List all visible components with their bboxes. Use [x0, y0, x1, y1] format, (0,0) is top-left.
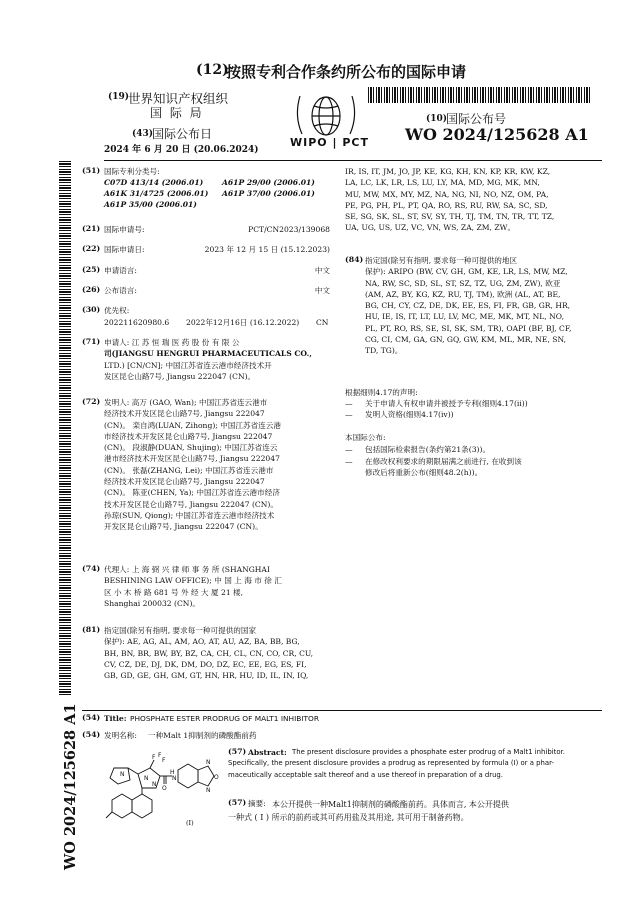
f71-num: (71) — [82, 337, 101, 346]
priority-app: 202211620980.6 — [104, 318, 170, 327]
designated-states-cont — [345, 166, 603, 234]
chem-label: N — [206, 787, 211, 794]
inventor-line: (CN)。 栾自鸿(LUAN, Zihong); 中国江苏省连云港 — [104, 420, 281, 430]
agent-line: 代理人: 上 海 弼 兴 律 师 事 务 所 (SHANGHAI — [104, 565, 270, 574]
declaration-dash: — — [345, 410, 353, 419]
regional-line: 指定国(除另有指明, 要求每一种可提供的地区 — [365, 256, 518, 265]
inventor-line: 港市经济技术开发区昆仑山路7号, Jiangsu 222047 — [104, 454, 280, 464]
f26-num: (26) — [82, 285, 101, 294]
f21-label: 国际申请号: — [104, 225, 145, 234]
title-label: Title: — [104, 714, 127, 723]
priority-date: 2022年12月16日 (16.12.2022) — [186, 318, 300, 327]
designated-line: PE, PG, PH, PL, PT, QA, RO, RS, RU, RW, SA, SC, SD, — [345, 200, 548, 210]
f25-value: 中文 — [314, 266, 330, 275]
code-10: (10) — [426, 114, 448, 124]
formula-label: (I) — [186, 819, 194, 827]
f72-num: (72) — [82, 397, 101, 406]
chem-label: N — [152, 781, 157, 788]
side-barcode — [59, 160, 71, 695]
doc-type-title: 按照专利合作条约所公布的国际申请 — [226, 63, 467, 81]
chem-label: N — [206, 759, 211, 766]
chem-label: F — [158, 752, 162, 759]
f26-label: 公布语言: — [104, 286, 137, 295]
doc-type-code: (12) — [196, 62, 229, 78]
code-43: (43) — [132, 129, 154, 139]
regional-line: NA, RW, SC, SD, SL, ST, SZ, TZ, UG, ZM, ZW), 欧亚 — [365, 278, 561, 288]
chem-label: N — [144, 775, 149, 782]
chemical-structure — [100, 752, 220, 832]
publication-dash: — — [345, 457, 353, 466]
priority-country: CN — [316, 318, 329, 327]
abstract-cn-label: 摘要: — [248, 799, 266, 808]
ipc-class-1a: C07D 413/14 (2006.01) — [104, 178, 204, 187]
f30-num: (30) — [82, 305, 101, 314]
inventor-line: 孙琼(SUN, Qiong); 中国江苏省连云港市经济技术 — [104, 510, 275, 520]
chem-label: F — [152, 754, 156, 761]
agent-line: Shanghai 200032 (CN)。 — [104, 598, 201, 608]
designated-line: BH, BN, BR, BW, BY, BZ, CA, CH, CL, CN, CO, CR, CU, — [104, 648, 314, 658]
inventor-line: 开发区昆仑山路7号, Jiangsu 222047 (CN)。 — [104, 522, 263, 532]
regional-line: BG, CH, CY, CZ, DE, DK, EE, ES, FI, FR, GB, GR, HR, — [365, 301, 571, 311]
f74-num: (74) — [82, 564, 101, 573]
inventor-line: 发明人: 高万 (GAO, Wan); 中国江苏省连云港市 — [104, 398, 268, 407]
designated-line: 指定国(除另有指明, 要求每一种可提供的国家 — [104, 626, 257, 635]
designated-line: 保护): AE, AG, AL, AM, AO, AT, AU, AZ, BA, BB, BG, — [104, 637, 300, 647]
inventor-line: 经济技术开发区昆仑山路7号, Jiangsu 222047 — [104, 409, 265, 419]
designated-line: CV, CZ, DE, DJ, DK, DM, DO, DZ, EC, EE, EG, ES, FI, — [104, 659, 307, 669]
f21-value: PCT/CN2023/139068 — [248, 225, 330, 234]
top-barcode — [368, 87, 592, 103]
designated-line: UA, UG, US, UZ, VC, VN, WS, ZA, ZM, ZW。 — [345, 223, 516, 233]
applicant-line: LTD.) [CN/CN]; 中国江苏省连云港市经济技术开 — [104, 360, 272, 370]
code-19: (19) — [108, 92, 130, 102]
header-rule — [104, 160, 602, 161]
designated-line: LA, LC, LK, LR, LS, LU, LY, MA, MD, MG, MK, MN, — [345, 178, 540, 188]
f25-label: 申请语言: — [104, 266, 137, 275]
chem-label: H — [170, 769, 175, 776]
ipc-class-2b: A61P 37/00 (2006.01) — [222, 189, 315, 198]
pub-no: WO 2024/125628 A1 — [405, 125, 589, 144]
wipo-logo-text: WIPO | PCT — [290, 136, 369, 149]
inventor-line: 技术开发区昆仑山路7号, Jiangsu 222047 (CN)。 — [104, 499, 278, 509]
f26-value: 中文 — [314, 286, 330, 295]
f57cn-num: (57) — [228, 798, 247, 807]
regional-line: PL, PT, RO, RS, SE, SI, SK, SM, TR), OAPI (BF, BJ, CF, — [365, 323, 572, 333]
org-bureau: 国 际 局 — [150, 106, 204, 120]
designated-states-block — [104, 625, 332, 681]
declaration-dash: — — [345, 399, 353, 408]
regional-line: TD, TG)。 — [365, 346, 403, 356]
org-name: 世界知识产权组织 — [128, 91, 229, 106]
abstract-cn: 本公开提供一种Malt1抑制剂的磷酸酯前药。具体而言, 本公开提供 一种式 ( I ) 所示的前药或其可药用盐及其用途, 其可用于制备药物。 — [228, 800, 509, 822]
regional-line: (AM, AZ, BY, KG, KZ, RU, TJ, TM), 欧洲 (AL, AT, BE, — [365, 289, 561, 299]
declarations-title: 根据细则4.17的声明: — [345, 388, 418, 397]
f30-label: 优先权: — [104, 306, 130, 315]
inventor-line: (CN)。 段淑静(DUAN, Shujing); 中国江苏省连云 — [104, 443, 278, 453]
chem-label: F — [162, 757, 166, 764]
publication-item: 在修改权利要求的期限届满之前进行, 在收到该 修改后将重新公布(细则48.2(h))。 — [365, 457, 522, 478]
f54en-num: (54) — [82, 713, 101, 722]
bottom-rule — [82, 710, 602, 711]
f54cn-num: (54) — [82, 730, 101, 739]
applicant-line: 司(JIANGSU HENGRUI PHARMACEUTICALS CO., — [104, 349, 312, 359]
wipo-logo — [278, 90, 378, 154]
regional-line: 保护): ARIPO (BW, CV, GH, GM, KE, LR, LS, MW, MZ, — [365, 267, 568, 277]
f51-num: (51) — [82, 166, 101, 175]
regional-line: HU, IE, IS, IT, LT, LU, LV, MC, ME, MK, MT, NL, NO, — [365, 312, 565, 322]
agent-block — [104, 564, 332, 609]
designated-line: IR, IS, IT, JM, JO, JP, KE, KG, KH, KN, KP, KR, KW, KZ, — [345, 167, 551, 176]
pub-date-label: 国际公布日 — [152, 127, 213, 141]
applicant-block — [104, 337, 332, 382]
publication-item: 包括国际检索报告(条约第21条(3))。 — [365, 445, 491, 454]
inventor-line: (CN)。 陈亚(CHEN, Ya); 中国江苏省连云港市经济 — [104, 488, 280, 498]
f21-num: (21) — [82, 224, 101, 233]
chem-label: O — [162, 785, 167, 792]
f22-value: 2023 年 12 月 15 日 (15.12.2023) — [204, 245, 330, 254]
abstract-label: Abstract: — [248, 748, 287, 757]
chem-label: N — [172, 775, 177, 782]
inventor-line: 市经济技术开发区昆仑山路7号, Jiangsu 222047 — [104, 431, 273, 441]
publication-dash: — — [345, 445, 353, 454]
side-pub-no: WO 2024/125628 A1 — [62, 703, 79, 870]
inventors-block — [104, 397, 332, 533]
inventor-line: 经济技术开发区昆仑山路7号, Jiangsu 222047 — [104, 477, 265, 487]
declaration-item: 关于申请人有权申请并被授予专利(细则4.17(ii)) — [365, 399, 528, 408]
agent-line: BESHINING LAW OFFICE); 中 国 上 海 市 徐 汇 — [104, 576, 282, 586]
designated-line: MU, MW, MX, MY, MZ, NA, NG, NI, NO, NZ, OM, PA, — [345, 189, 549, 199]
title-cn-label: 发明名称: — [104, 731, 137, 740]
f22-num: (22) — [82, 244, 101, 253]
declaration-item: 发明人资格(细则4.17(iv)) — [365, 410, 454, 419]
f22-label: 国际申请日: — [104, 245, 145, 254]
regional-block — [365, 255, 605, 357]
f81-num: (81) — [82, 625, 101, 634]
publication-title: 本国际公布: — [345, 433, 386, 442]
f84-num: (84) — [345, 255, 364, 264]
ipc-class-1b: A61P 29/00 (2006.01) — [222, 178, 315, 187]
title-en: PHOSPHATE ESTER PRODRUG OF MALT1 INHIBITOR — [130, 714, 319, 723]
regional-line: CG, CI, CM, GA, GN, GQ, GW, KM, ML, MR, NE, SN, — [365, 335, 567, 345]
abstract-en: The present disclosure provides a phosphate ester prodrug of a Malt1 inhibitor. Specifically, the present disclosure provides a prodrug as represented by formula (I) or a phar- maceutically acceptable salt thereof and a use thereof in preparation of a drug. — [228, 748, 565, 779]
pub-no-label: 国际公布号 — [446, 112, 507, 126]
chem-label: O — [214, 774, 219, 781]
inventor-line: (CN)。 张磊(ZHANG, Lei); 中国江苏省连云港市 — [104, 465, 274, 475]
applicant-line: 申请人: 江 苏 恒 瑞 医 药 股 份 有 限 公 — [104, 338, 240, 347]
agent-line: 区 小 木 桥 路 681 号 外 经 大 厦 21 楼, — [104, 587, 244, 597]
f51-label: 国际专利分类号: — [104, 167, 160, 176]
pub-date: 2024 年 6 月 20 日 (20.06.2024) — [104, 145, 259, 155]
chem-label: N — [120, 771, 125, 778]
f25-num: (25) — [82, 265, 101, 274]
designated-line: GB, GD, GE, GH, GM, GT, HN, HR, HU, ID, IL, IN, IQ, — [104, 671, 309, 681]
designated-line: SE, SG, SK, SL, ST, SV, SY, TH, TJ, TM, TN, TR, TT, TZ, — [345, 212, 555, 222]
ipc-class-2a: A61K 31/4725 (2006.01) — [104, 189, 209, 198]
title-cn: 一种Malt 1抑制剂的磷酸酯前药 — [148, 731, 257, 740]
ipc-class-3a: A61P 35/00 (2006.01) — [104, 200, 197, 209]
applicant-line: 发区昆仑山路7号, Jiangsu 222047 (CN)。 — [104, 371, 256, 381]
f57en-num: (57) — [228, 747, 247, 756]
